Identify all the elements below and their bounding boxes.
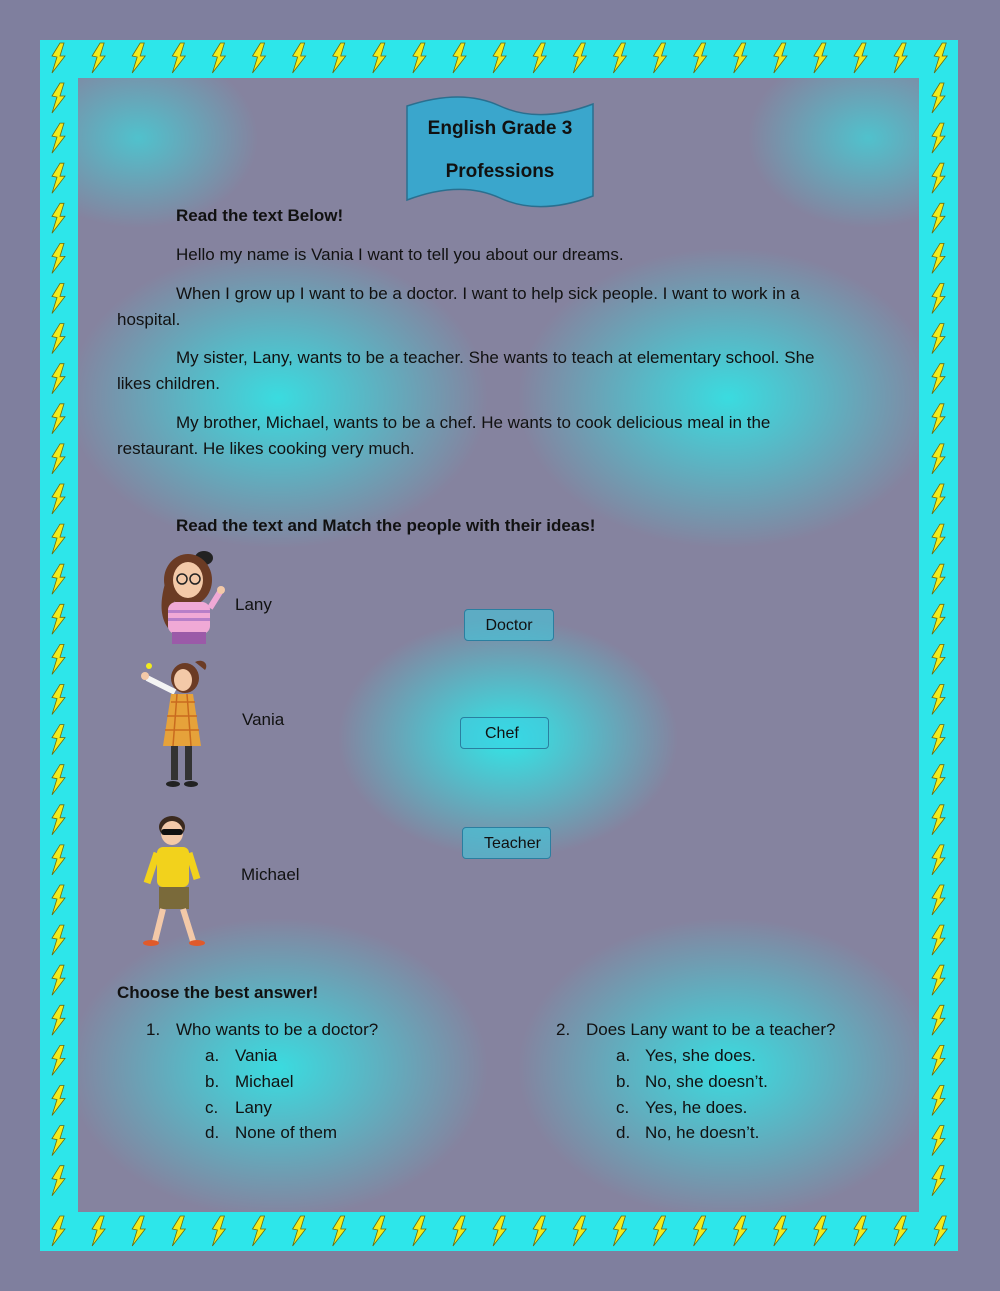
lightning-bolt-icon <box>333 1216 346 1246</box>
lany-character-image <box>146 546 232 646</box>
passage-line: My brother, Michael, wants to be a chef. He wants to cook delicious meal in the <box>176 413 771 432</box>
lightning-bolt-icon <box>734 1216 747 1246</box>
lightning-bolt-icon <box>52 805 65 835</box>
lightning-bolt-icon <box>52 324 65 354</box>
question-1-text: Who wants to be a doctor? <box>176 1020 379 1039</box>
lightning-bolt-icon <box>453 43 466 73</box>
lightning-bolt-icon <box>613 43 626 73</box>
q2-option-letter: b. <box>616 1072 631 1091</box>
q1-option-letter: c. <box>205 1098 219 1117</box>
passage-line: When I grow up I want to be a doctor. I want to help sick people. I want to work in a <box>176 284 800 303</box>
worksheet-subtitle: Professions <box>445 161 555 182</box>
lightning-bolt-icon <box>932 765 945 795</box>
lightning-bolt-icon <box>932 1166 945 1196</box>
lightning-bolt-icon <box>932 845 945 875</box>
lightning-bolt-icon <box>52 364 65 394</box>
q2-option-text[interactable]: No, he doesn’t. <box>645 1123 760 1142</box>
q2-option-letter: a. <box>616 1046 631 1065</box>
lightning-bolt-icon <box>932 284 945 314</box>
lightning-bolt-icon <box>932 1126 945 1156</box>
passage-line: restaurant. He likes cooking very much. <box>117 439 415 458</box>
lightning-bolt-icon <box>172 43 185 73</box>
lightning-bolt-icon <box>932 123 945 153</box>
lightning-bolt-icon <box>774 43 787 73</box>
lightning-bolt-icon <box>934 1216 947 1246</box>
person-lany-label: Lany <box>235 595 272 614</box>
lightning-bolt-icon <box>52 284 65 314</box>
lightning-bolt-icon <box>573 1216 586 1246</box>
lightning-bolt-icon <box>52 524 65 554</box>
lightning-bolt-icon <box>293 43 306 73</box>
lightning-bolt-icon <box>52 1045 65 1075</box>
person-vania-label: Vania <box>242 710 285 729</box>
lightning-bolt-icon <box>52 484 65 514</box>
lightning-bolt-icon <box>932 484 945 514</box>
q1-option-text[interactable]: Vania <box>235 1046 278 1065</box>
lightning-bolt-icon <box>413 43 426 73</box>
lightning-bolt-icon <box>253 43 266 73</box>
q2-option-letter: c. <box>616 1098 630 1117</box>
lightning-bolt-icon <box>814 1216 827 1246</box>
lightning-bolt-icon <box>932 725 945 755</box>
question-2-number: 2. <box>556 1020 571 1039</box>
passage-line: hospital. <box>117 310 181 329</box>
lightning-bolt-icon <box>932 364 945 394</box>
lightning-bolt-icon <box>373 1216 386 1246</box>
lightning-bolt-icon <box>533 43 546 73</box>
lightning-bolt-icon <box>52 1166 65 1196</box>
lightning-bolt-icon <box>52 163 65 193</box>
lightning-bolt-icon <box>52 845 65 875</box>
lightning-bolt-icon <box>932 404 945 434</box>
q2-option-text[interactable]: No, she doesn’t. <box>645 1072 768 1091</box>
lightning-bolt-icon <box>854 1216 867 1246</box>
lightning-bolt-icon <box>52 925 65 955</box>
lightning-bolt-icon <box>493 43 506 73</box>
lightning-bolt-icon <box>932 885 945 915</box>
q2-option-text[interactable]: Yes, he does. <box>645 1098 748 1117</box>
lightning-bolt-icon <box>894 43 907 73</box>
michael-character-image <box>137 813 211 951</box>
lightning-bolt-icon <box>932 163 945 193</box>
lightning-bolt-icon <box>52 203 65 233</box>
lightning-bolt-icon <box>52 83 65 113</box>
lightning-bolt-icon <box>212 1216 225 1246</box>
lightning-bolt-icon <box>932 644 945 674</box>
lightning-bolt-icon <box>932 203 945 233</box>
lightning-bolt-icon <box>774 1216 787 1246</box>
lightning-bolt-icon <box>52 1216 65 1246</box>
lightning-bolt-icon <box>932 83 945 113</box>
lightning-bolt-icon <box>92 1216 105 1246</box>
q1-option-letter: a. <box>205 1046 220 1065</box>
lightning-bolt-icon <box>333 43 346 73</box>
vania-character-image <box>135 656 231 792</box>
question-1-number: 1. <box>146 1020 161 1039</box>
lightning-bolt-icon <box>934 43 947 73</box>
lightning-bolt-icon <box>932 324 945 354</box>
lightning-bolt-icon <box>52 644 65 674</box>
profession-doctor-box[interactable]: Doctor <box>464 609 554 641</box>
lightning-bolt-icon <box>493 1216 506 1246</box>
profession-teacher-box[interactable]: Teacher <box>462 827 551 859</box>
lightning-bolt-icon <box>694 1216 707 1246</box>
lightning-bolt-icon <box>932 685 945 715</box>
lightning-bolt-icon <box>212 43 225 73</box>
worksheet-title: English Grade 3 <box>427 118 573 139</box>
lightning-bolt-icon <box>932 1086 945 1116</box>
lightning-bolt-icon <box>52 404 65 434</box>
q1-option-text[interactable]: None of them <box>235 1123 338 1142</box>
q1-option-letter: b. <box>205 1072 220 1091</box>
lightning-bolt-icon <box>52 1086 65 1116</box>
lightning-bolt-icon <box>132 1216 145 1246</box>
q1-option-letter: d. <box>205 1123 220 1142</box>
q1-option-text[interactable]: Michael <box>235 1072 294 1091</box>
lightning-bolt-icon <box>52 725 65 755</box>
lightning-bolt-icon <box>52 685 65 715</box>
lightning-bolt-icon <box>52 1126 65 1156</box>
lightning-bolt-icon <box>92 43 105 73</box>
matching-instruction: Read the text and Match the people with their ideas! <box>176 516 596 535</box>
lightning-bolt-icon <box>132 43 145 73</box>
lightning-bolt-icon <box>654 43 667 73</box>
q1-option-text[interactable]: Lany <box>235 1098 272 1117</box>
person-michael-label: Michael <box>241 865 300 884</box>
lightning-bolt-icon <box>52 564 65 594</box>
lightning-bolt-icon <box>894 1216 907 1246</box>
lightning-bolt-icon <box>613 1216 626 1246</box>
lightning-bolt-icon <box>52 444 65 474</box>
lightning-bolt-icon <box>172 1216 185 1246</box>
question-2-text: Does Lany want to be a teacher? <box>586 1020 836 1039</box>
q2-option-letter: d. <box>616 1123 631 1142</box>
lightning-bolt-icon <box>932 524 945 554</box>
lightning-bolt-icon <box>932 604 945 634</box>
lightning-bolt-icon <box>52 604 65 634</box>
passage-line: Hello my name is Vania I want to tell you about our dreams. <box>176 245 624 264</box>
lightning-bolt-icon <box>932 243 945 273</box>
lightning-bolt-icon <box>52 885 65 915</box>
lightning-bolt-icon <box>694 43 707 73</box>
lightning-bolt-icon <box>932 564 945 594</box>
lightning-bolt-icon <box>932 444 945 474</box>
lightning-bolt-icon <box>413 1216 426 1246</box>
reading-instruction: Read the text Below! <box>176 206 344 225</box>
lightning-bolt-icon <box>52 243 65 273</box>
lightning-bolt-icon <box>293 1216 306 1246</box>
lightning-bolt-icon <box>814 43 827 73</box>
lightning-bolt-icon <box>52 1005 65 1035</box>
lightning-bolt-icon <box>533 1216 546 1246</box>
lightning-bolt-icon <box>373 43 386 73</box>
lightning-bolt-icon <box>932 1045 945 1075</box>
title-banner <box>404 94 596 212</box>
q2-option-text[interactable]: Yes, she does. <box>645 1046 756 1065</box>
passage-line: My sister, Lany, wants to be a teacher. She wants to teach at elementary school. She <box>176 348 815 367</box>
lightning-bolt-icon <box>932 965 945 995</box>
lightning-bolt-icon <box>52 965 65 995</box>
passage-line: likes children. <box>117 374 220 393</box>
lightning-bolt-icon <box>734 43 747 73</box>
lightning-bolt-icon <box>932 925 945 955</box>
lightning-bolt-icon <box>932 1005 945 1035</box>
lightning-bolt-icon <box>253 1216 266 1246</box>
profession-chef-box[interactable]: Chef <box>460 717 549 749</box>
lightning-bolt-icon <box>52 43 65 73</box>
lightning-bolt-icon <box>52 765 65 795</box>
lightning-bolt-icon <box>52 123 65 153</box>
lightning-bolt-icon <box>854 43 867 73</box>
lightning-bolt-icon <box>453 1216 466 1246</box>
lightning-bolt-icon <box>654 1216 667 1246</box>
lightning-bolt-icon <box>573 43 586 73</box>
lightning-bolt-icon <box>932 805 945 835</box>
quiz-instruction: Choose the best answer! <box>117 983 319 1002</box>
